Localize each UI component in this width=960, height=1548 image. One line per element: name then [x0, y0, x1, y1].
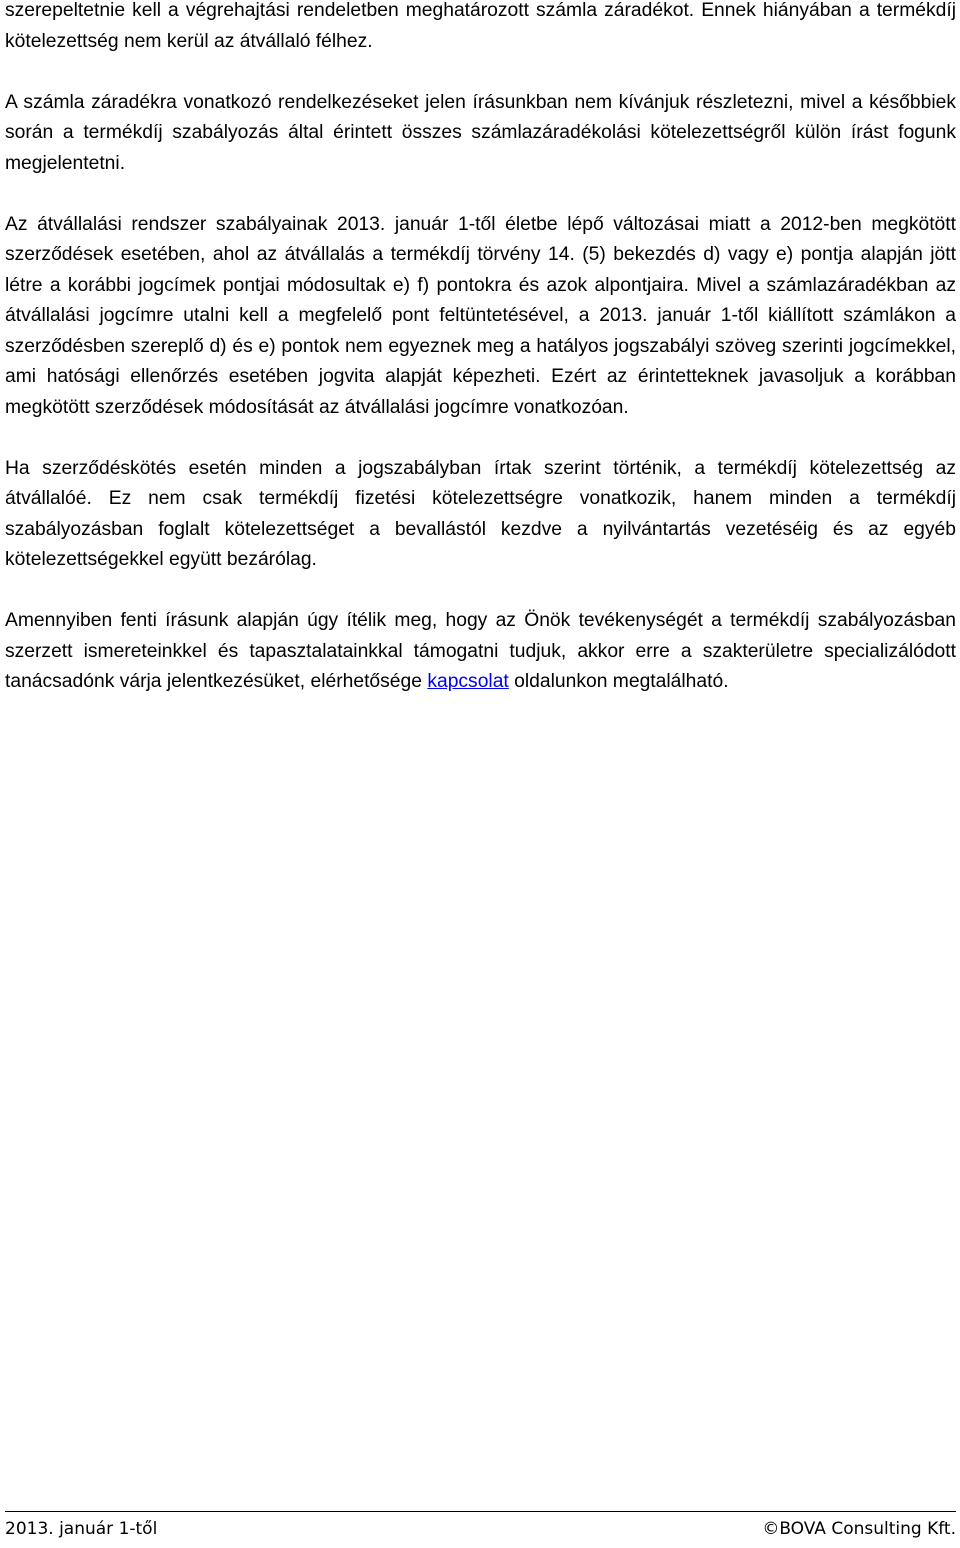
document-body [5, 0, 956, 728]
paragraph-contract-obligation: Ha szerződéskötés esetén minden a jogszabályban írtak szerint történik, a termékdíj kötelezettség az átvállalóé. Ez nem csak termékdíj fizetési kötelezettségre vonatkozik, hanem minden a termékdíj szabályozásban foglalt kötelezettséget a bevallástól kezdve a nyilvántartás vezetéséig és az egyéb kötelezettségekkel együtt bezárólag. [5, 457, 956, 570]
footer-copyright: ©BOVA Consulting Kft. [762, 1519, 956, 1539]
paragraph-contact-offer [5, 606, 956, 698]
paragraph-invoice-clause-requirement: szerepeltetnie kell a végrehajtási rendeletben meghatározott számla záradékot. Ennek hiányában a termékdíj kötelezettség nem kerül az átvállaló félhez. [5, 0, 956, 52]
page-footer [5, 1511, 956, 1540]
paragraph-invoice-clause-details: A számla záradékra vonatkozó rendelkezéseket jelen írásunkban nem kívánjuk részletezni, mivel a későbbiek során a termékdíj szabályozás által érintett összes számlazáradékolási kötelezettségről külön írást fogunk megjelentetni. [5, 91, 956, 174]
contact-text-after: oldalunkon megtalálható. [508, 671, 729, 692]
paragraph-transfer-rule-changes: Az átvállalási rendszer szabályainak 2013. január 1-től életbe lépő változásai miatt a 2012-ben megkötött szerződések esetében, ahol az átvállalás a termékdíj törvény 14. (5) bekezdés d) vagy e) pontja alapján jött létre a korábbi jogcímek pontjai módosultak e) f) pontokra és azok alpontjaira. Mivel a számlazáradékban az átvállalási jogcímre utalni kell a megfelelő pont feltüntetésével, a 2013. január 1-től kiállított számlákon a szerződésben szereplő d) és e) pontok nem egyeznek meg a hatályos jogszabályi szöveg szerinti jogcímekkel, ami hatósági ellenőrzés esetében jogvita alapját képezheti. Ezért az érintetteknek javasoljuk a korábban megkötött szerződések módosítását az átvállalási jogcímre vonatkozóan. [5, 213, 956, 418]
footer-date: 2013. január 1-től [5, 1519, 158, 1539]
contact-text-before: Amennyiben fenti írásunk alapján úgy ítélik meg, hogy az Önök tevékenységét a termékdíj szabályozásban szerzett ismereteinkkel és tapasztalatainkkal támogatni tudjuk, akkor erre a szakterületre specializálódott tanácsadónk várja jelentkezésüket, elérhetősége [5, 610, 956, 692]
contact-link[interactable]: kapcsolat [427, 671, 509, 692]
